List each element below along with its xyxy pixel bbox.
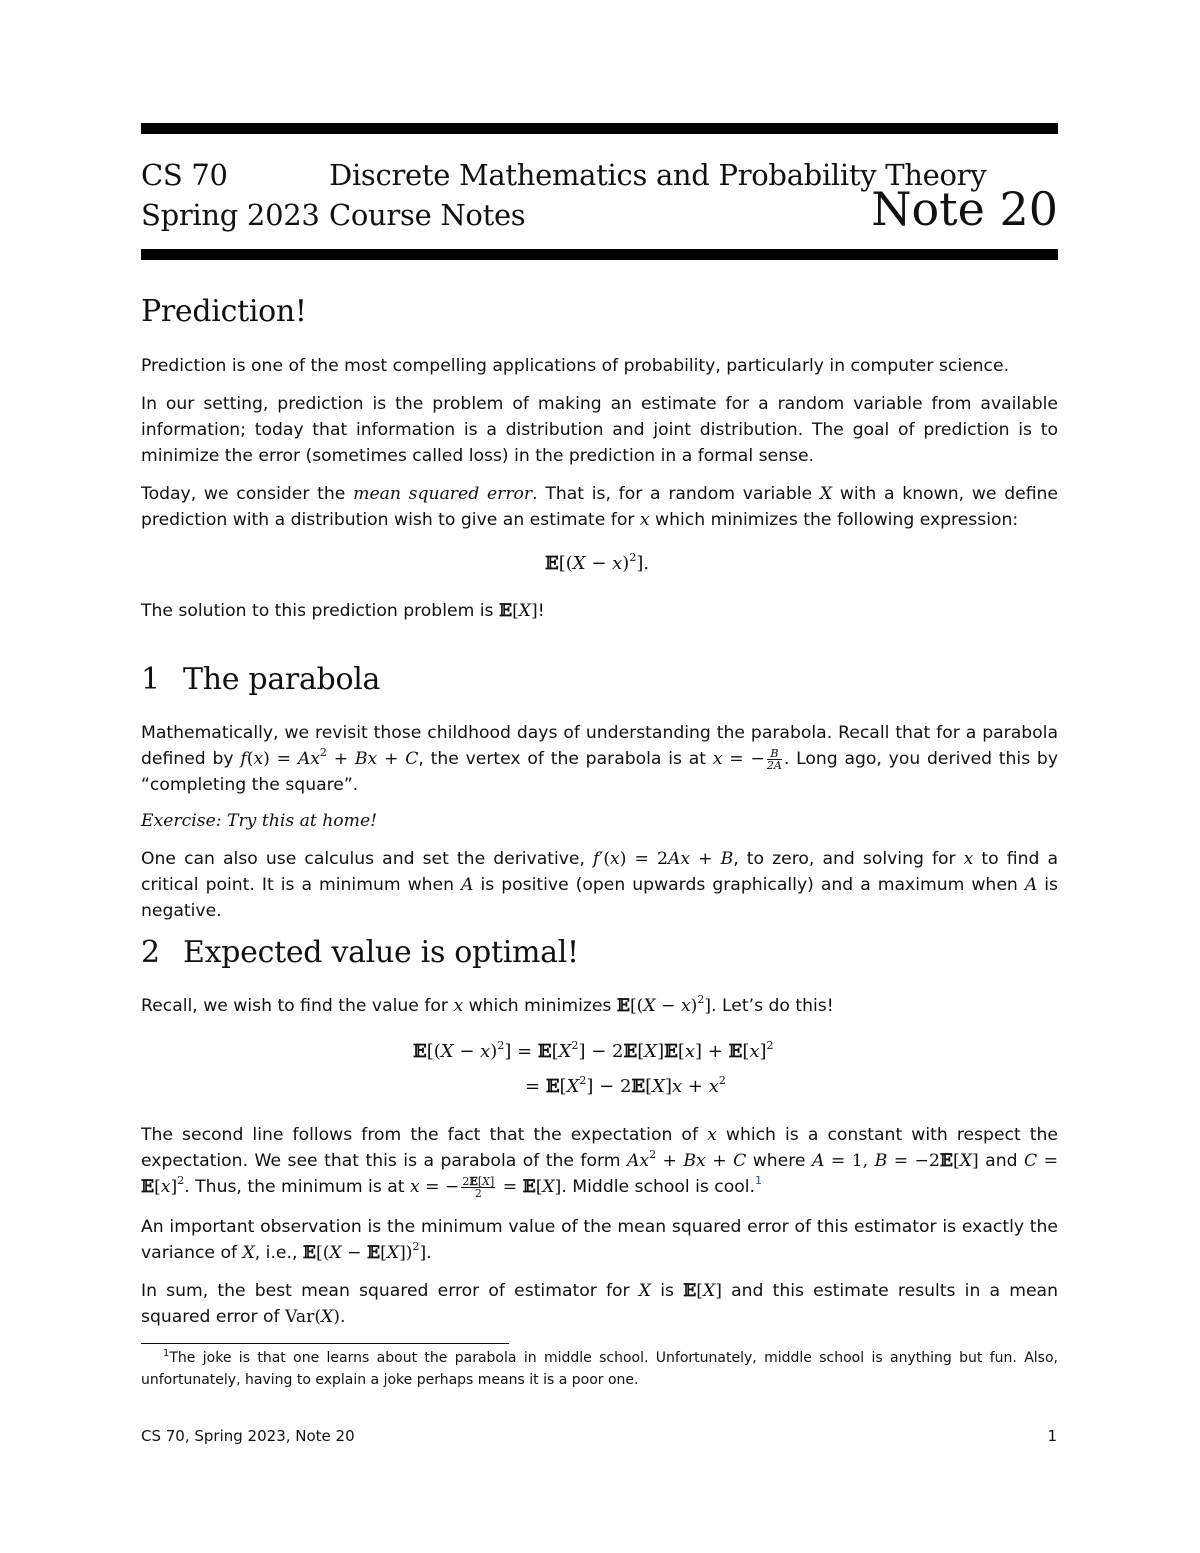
- exercise-text: Exercise: Try this at home!: [141, 811, 378, 831]
- s1-p2-e: is negative.: [141, 875, 1058, 921]
- intro-paragraph-3: [141, 481, 1058, 533]
- intro-paragraph-2: [141, 391, 1058, 469]
- page-footer-label: CS 70, Spring 2023, Note 20: [141, 1427, 355, 1445]
- s1-p1-a: Mathematically, we revisit those childhood days of understanding the parabola. Recall that for a parabola defined by: [141, 723, 1058, 769]
- s1-p2-b: , to zero, and solving for: [733, 849, 964, 869]
- section-2-title: Expected value is optimal!: [183, 935, 579, 970]
- s2-p2-b: which is a constant with respect the expectation. We see that this is a parabola of the form: [141, 1125, 1059, 1171]
- section-2-paragraph-3: An important observation is the minimum value of the mean squared error of this estimator is exactly the variance of X, i.e., 𝔼[(X − 𝔼[X])$^2$].: [141, 1217, 1058, 1263]
- s2-p2-a: The second line follows from the fact that the expectation of: [141, 1125, 708, 1145]
- display-equation-mse: 𝔼[(X − x)$^2$].: [545, 551, 650, 574]
- s2-p1-a: Recall, we wish to find the value for: [141, 996, 454, 1016]
- section-2-paragraph-4: In sum, the best mean squared error of estimator for X is 𝔼[X] and this estimate results in a mean squared error of Var(X).: [141, 1281, 1058, 1327]
- s2-p4-a: In sum, the best mean squared error of estimator for: [141, 1281, 639, 1301]
- s1-p2-d: is positive (open upwards graphically) and a maximum when: [473, 875, 1025, 895]
- header-bottom-rule: [141, 249, 1058, 260]
- section-1-paragraph-1: Mathematically, we revisit those childhood days of understanding the parabola. Recall that for a parabola defined by $f(x) = Ax^2 + Bx + C$, the vertex of the parabola is at x = − $\frac{B}{2A}$ . Long ago, you derived this by “completing the square”.: [141, 723, 1059, 795]
- footnote: [141, 1347, 1058, 1391]
- s1-p1-c: . Long ago, you derived this by “completing the square”.: [141, 749, 1059, 795]
- s1-p1-b: , the vertex of the parabola is at: [418, 749, 713, 769]
- course-term: Spring 2023: [141, 198, 320, 232]
- footnote-marker[interactable]: 1: [755, 1174, 763, 1187]
- section-2-number: 2: [141, 935, 160, 970]
- intro-p2-text: In our setting, prediction is the problem of making an estimate for a random variable from available information; today that information is a distribution and joint distribution. The goal of prediction is to minimize the error (sometimes called loss) in the prediction in a formal sense.: [141, 394, 1058, 466]
- course-subtitle: Course Notes: [329, 198, 526, 232]
- section-1-heading: [141, 662, 380, 697]
- footnote-rule: [141, 1343, 509, 1344]
- intro-p3-d: which minimizes the following expression:: [649, 510, 1019, 530]
- section-1-number: 1: [141, 662, 160, 697]
- derivation-line-1: 𝔼[(X − $x)^2] = 𝔼[X^2]$ − 2𝔼[X]𝔼[x] + $𝔼[x]^2$: [413, 1039, 774, 1062]
- note-number: Note 20: [871, 182, 1058, 236]
- math-X: X: [819, 484, 833, 504]
- math-x: x: [639, 510, 650, 530]
- section-2-paragraph-2: The second line follows from the fact that the expectation of x which is a constant with respect the expectation. We see that this is a parabola of the form $Ax^2 + Bx + C$ where A = 1, B = −2𝔼[X] and $C = 𝔼[x]^2$. Thus, the minimum is at x = − $\frac{\text{2𝔼[X]}}{2}$ = 𝔼[X]. Middle school is cool.$^1$: [141, 1125, 1059, 1200]
- course-code: CS 70: [141, 158, 228, 192]
- derivation-line-2: = $𝔼[X^2]$ − 2𝔼[X]x + $x^2$: [525, 1074, 726, 1097]
- s2-p2-d: and: [978, 1151, 1024, 1171]
- footnote-text: The joke is that one learns about the parabola in middle school. Unfortunately, middle school is anything but fun. Also, unfortunately, having to explain a joke perhaps means it is a poor one.: [141, 1350, 1058, 1388]
- s2-p1-c: . Let’s do this!: [711, 996, 834, 1016]
- s2-p4-d: .: [340, 1307, 346, 1327]
- intro-p4-a: The solution to this prediction problem is: [141, 601, 499, 621]
- s2-p3-a: An important observation is the minimum value of the mean squared error of this estimator is exactly the variance of: [141, 1217, 1058, 1263]
- exercise-line: [141, 808, 1058, 834]
- mean-squared-error-term: mean squared error: [353, 484, 533, 504]
- s2-p1-b: which minimizes: [463, 996, 617, 1016]
- s2-p4-c: and this estimate results in a mean squared error of: [141, 1281, 1058, 1327]
- page-number: 1: [1047, 1427, 1057, 1445]
- footnote-number: 1: [163, 1348, 170, 1359]
- s1-p2-c: to find a critical point. It is a minimum when: [141, 849, 1059, 895]
- intro-paragraph-1: [141, 353, 1058, 379]
- intro-p3-a: Today, we consider the: [141, 484, 354, 504]
- intro-paragraph-4: The solution to this prediction problem is 𝔼[X]!: [141, 601, 545, 621]
- intro-heading: Prediction!: [141, 294, 307, 329]
- course-title: Discrete Mathematics and Probability Theory: [329, 158, 987, 192]
- intro-p3-c: with a known, we define prediction with a distribution wish to give an estimate for: [141, 484, 1058, 530]
- intro-p1-text: Prediction is one of the most compelling applications of probability, particularly in computer science.: [141, 356, 1010, 376]
- s1-p2-a: One can also use calculus and set the derivative,: [141, 849, 594, 869]
- section-1-title: The parabola: [183, 662, 381, 697]
- intro-p3-b: . That is, for a random variable: [532, 484, 820, 504]
- s2-p3-b: , i.e.,: [254, 1243, 303, 1263]
- header-top-rule: [141, 123, 1058, 134]
- s2-p2-e: . Thus, the minimum is at: [184, 1177, 410, 1197]
- intro-p4-b: !: [537, 601, 545, 621]
- s2-p4-b: is: [651, 1281, 684, 1301]
- s2-p2-f: . Middle school is cool.: [561, 1177, 756, 1197]
- section-2-heading: [141, 935, 579, 970]
- s2-p2-c: where: [746, 1151, 812, 1171]
- section-1-paragraph-2: One can also use calculus and set the derivative, f′(x) = 2Ax + B, to zero, and solving for x to find a critical point. It is a minimum when A is positive (open upwards graphically) and a maximum when A is negative.: [141, 849, 1059, 921]
- s2-p3-c: .: [426, 1243, 432, 1263]
- section-2-paragraph-1: Recall, we wish to find the value for x which minimizes 𝔼[(X − x)$^2$]. Let’s do this!: [141, 993, 834, 1016]
